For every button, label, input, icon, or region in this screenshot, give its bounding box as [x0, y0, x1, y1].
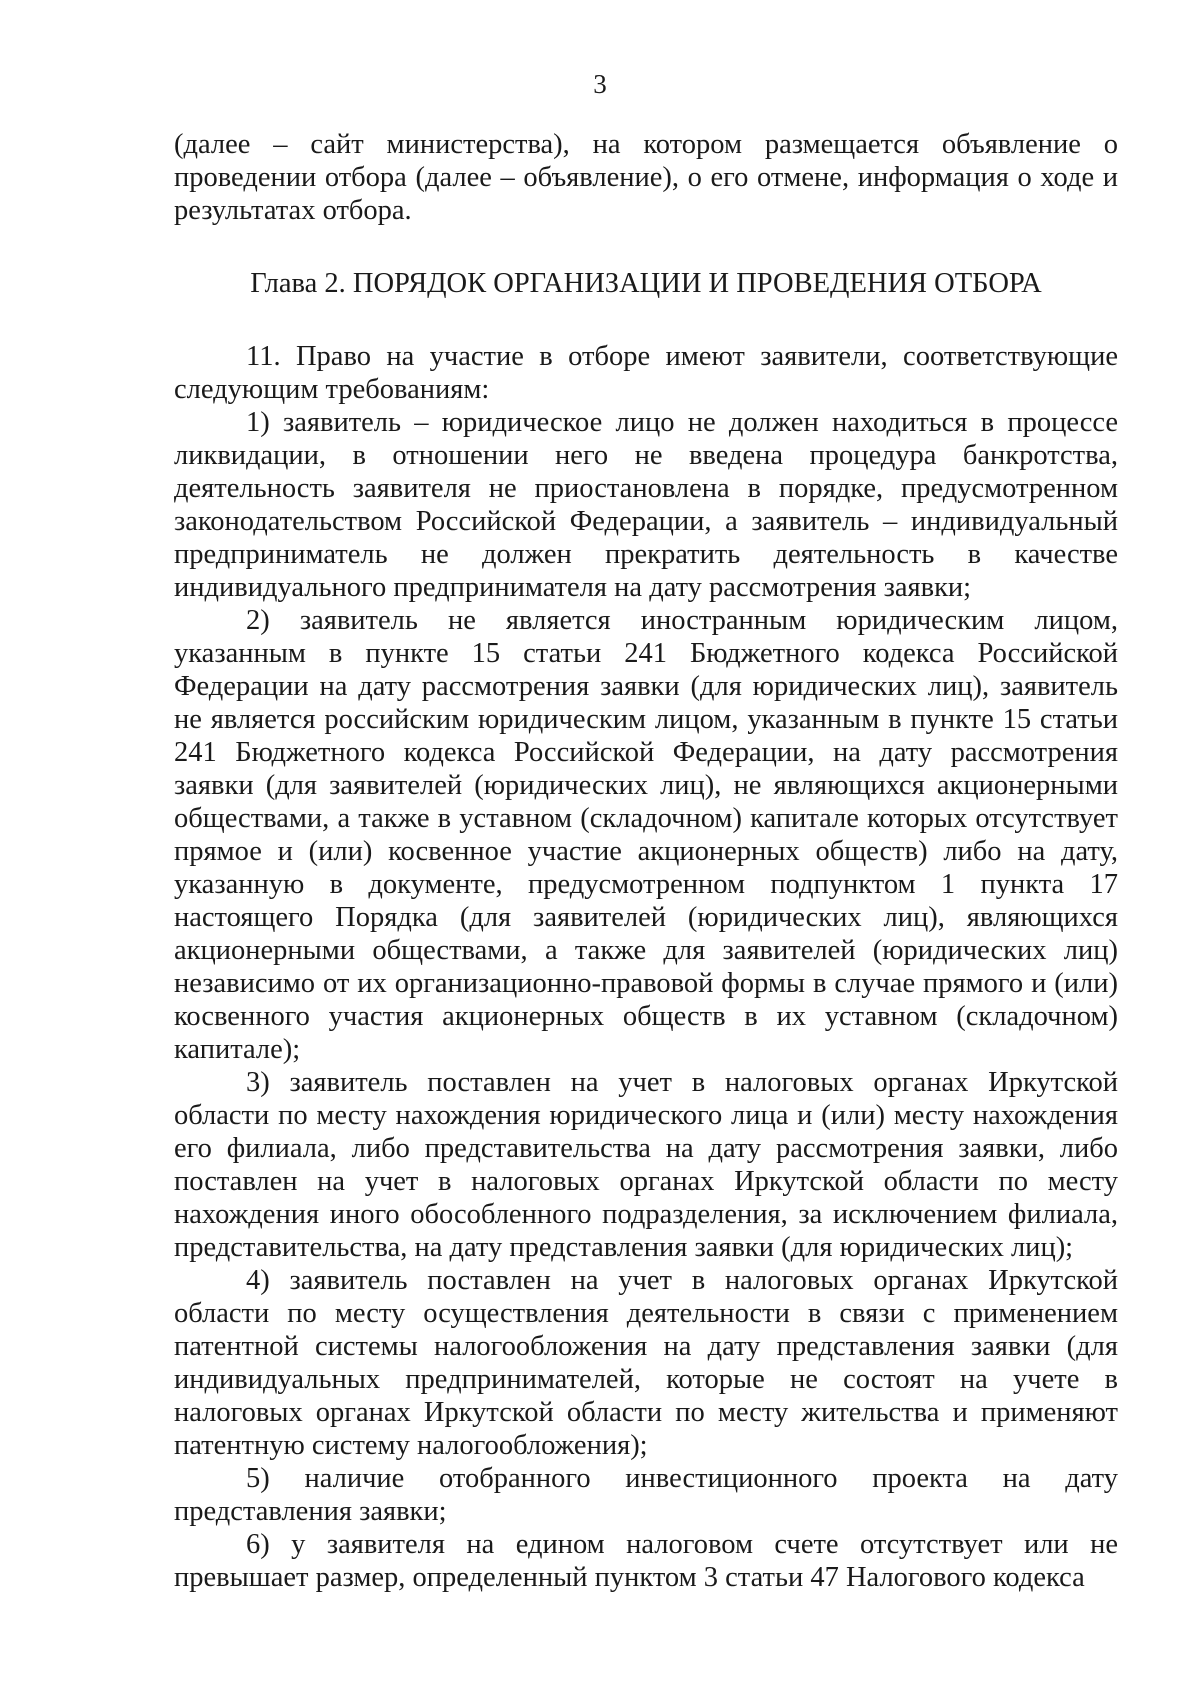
requirement-3-paragraph: 3) заявитель поставлен на учет в налоговых органах Иркутской области по месту нахождения юридического лица и (или) месту нахождения его филиала, либо представительства на дату рассмотрения заявки, либо поставлен на учет в налоговых органах Иркутской области по месту нахождения иного обособленного подразделения, за исключением филиала, представительства, на дату представления заявки (для юридических лиц); — [174, 1067, 1118, 1263]
requirement-4-paragraph: 4) заявитель поставлен на учет в налоговых органах Иркутской области по месту осуществления деятельности в связи с применением патентной системы налогообложения на дату представления заявки (для индивидуальных предпринимателей, которые не состоят на учете в налоговых органах Иркутской области по месту жительства и применяют патентную систему налогообложения); — [174, 1265, 1118, 1461]
requirement-1-paragraph: 1) заявитель – юридическое лицо не должен находиться в процессе ликвидации, в отношении него не введена процедура банкротства, деятельность заявителя не приостановлена в порядке, предусмотренном законодательством Российской Федерации, а заявитель – индивидуальный предприниматель не должен прекратить деятельность в качестве индивидуального предпринимателя на дату рассмотрения заявки; — [174, 407, 1118, 603]
chapter-heading: Глава 2. ПОРЯДОК ОРГАНИЗАЦИИ И ПРОВЕДЕНИЯ ОТБОРА — [250, 268, 1042, 299]
requirement-5-paragraph: 5) наличие отобранного инвестиционного проекта на дату представления заявки; — [174, 1463, 1118, 1527]
intro-paragraph: (далее – сайт министерства), на котором размещается объявление о проведении отбора (далее – объявление), о его отмене, информация о ходе и результатах отбора. — [174, 129, 1118, 226]
requirement-6-paragraph: 6) у заявителя на едином налоговом счете отсутствует или не превышает размер, определенный пунктом 3 статьи 47 Налогового кодекса — [174, 1529, 1118, 1593]
clause-11-paragraph: 11. Право на участие в отборе имеют заявители, соответствующие следующим требованиям: — [174, 341, 1118, 405]
document-body — [174, 128, 1118, 1594]
requirement-2-paragraph: 2) заявитель не является иностранным юридическим лицом, указанным в пункте 15 статьи 241 Бюджетного кодекса Российской Федерации на дату рассмотрения заявки (для юридических лиц), заявитель не является российским юридическим лицом, указанным в пункте 15 статьи 241 Бюджетного кодекса Российской Федерации, на дату рассмотрения заявки (для заявителей (юридических лиц), не являющихся акционерными обществами, а также в уставном (складочном) капитале которых отсутствует прямое и (или) косвенное участие акционерных обществ) либо на дату, указанную в документе, предусмотренном подпунктом 1 пункта 17 настоящего Порядка (для заявителей (юридических лиц), являющихся акционерными обществами, а также для заявителей (юридических лиц) независимо от их организационно-правовой формы в случае прямого и (или) косвенного участия акционерных обществ в их уставном (складочном) капитале); — [174, 605, 1118, 1065]
page-number: 3 — [593, 69, 607, 99]
